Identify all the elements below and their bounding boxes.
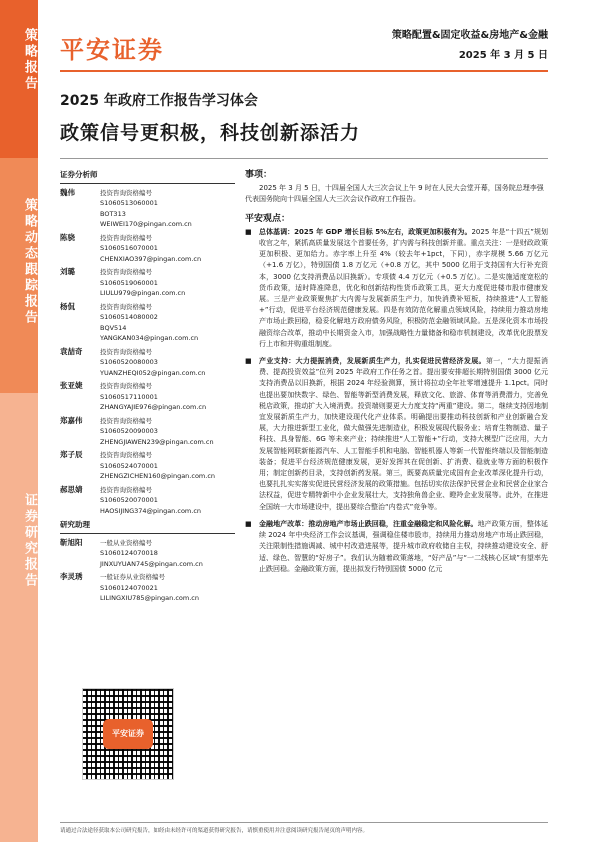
analyst-info-line: S1060520070001 bbox=[100, 496, 158, 504]
analyst-entry bbox=[60, 572, 235, 604]
analyst-info-line[interactable]: ZHENGJIAWEN239@pingan.com.cn bbox=[100, 437, 214, 446]
analyst-name: 袁喆奇 bbox=[60, 346, 83, 356]
analyst-info-line: 投资咨询资格编号 bbox=[100, 233, 152, 242]
analyst-info-line[interactable]: JINXUYUAN745@pingan.com.cn bbox=[100, 559, 203, 568]
analyst-info-line: S1060520090003 bbox=[100, 427, 158, 435]
analyst-entry bbox=[60, 538, 235, 570]
analyst-info-line: 投资咨询资格编号 bbox=[100, 347, 152, 356]
view-point-1-text: 2025 年是“十四五”规划收官之年，紧抓高质量发展这个首要任务，扩内需与科技创新并重。重点关注：一是财政政策更加积极、更加给力。赤字率上升至 4%（较去年+1pct，下同），赤字规模 5.66 万亿元（+1.6 万亿），特别国债 1.8 万亿元（+0.8 万亿，其中 5000 亿用于支持国有大行补充资本，3000 亿支持消费品以旧换新）。专项债 4.4 万亿元（+0.5 万亿）。二是实施适度宽松的货币政策，适时降准降息，优化和创新结构性货币政策工具，更大力度促进楼市股市健康发展。三是产业政策聚焦扩大内需与发展新质生产力，加快消费补短板，持续推进“人工智能+”行动，促进平台经济规范健康发展。四是有效防范化解重点领域风险，持续用力推动房地产市场止跌回稳，稳妥化解地方政府债务风险，积极防范金融领域风险。五是深化资本市场投融资综合改革，推动中长期资金入市，加强战略性力量储备和稳市机制建设，改革优化股票发行上市和并购重组制度。 bbox=[259, 227, 548, 348]
view-point-3-lead: 金融地产改革：推动房地产市场止跌回稳，注重金融稳定和风险化解。 bbox=[259, 519, 478, 528]
analyst-info-line: S1060514080002 bbox=[100, 313, 158, 321]
view-point-2-lead: 产业支持：大力提振消费，发展新质生产力，扎实促进民营经济发展。 bbox=[259, 357, 486, 366]
analyst-name: 魏伟 bbox=[60, 187, 75, 197]
sidebar bbox=[0, 0, 38, 842]
analyst-entry bbox=[60, 347, 235, 379]
report-date: 2025 年 3 月 5 日 bbox=[458, 50, 548, 61]
analyst-info-line: 投资咨询资格编号 bbox=[100, 451, 152, 459]
analyst-info-line: 投资咨询资格编号 bbox=[100, 302, 152, 311]
sidebar-label-3: 证券研究报告 bbox=[22, 493, 37, 589]
sidebar-label-1: 策略报告 bbox=[22, 28, 37, 92]
analyst-info bbox=[100, 416, 214, 448]
analyst-info-line: S1060519060001 bbox=[100, 278, 158, 287]
analyst-info-line[interactable]: BOT313 bbox=[100, 209, 126, 218]
analyst-info bbox=[100, 485, 201, 517]
analyst-info-line: S1060516070001 bbox=[100, 244, 158, 252]
analyst-list bbox=[60, 188, 235, 517]
analyst-entry bbox=[60, 267, 235, 299]
qr-code[interactable] bbox=[82, 688, 174, 780]
analyst-info-line: 投资咨询资格编号 bbox=[100, 485, 152, 494]
view-point-3-text: 地产政策方面，整体延续 2024 年中央经济工作会议基调，强调稳住楼市股市，持续用力推动房地产市场止跌回稳，关注限制性措施调减、城中村改造进展等，提升城市政府收储自主权，持续推动建设安全、舒适、绿色、智慧的“好房子”。我们认为随着政策落地，“好产品”与“一二线核心区域”有望率先止跌回稳。金融政策方面，提出拟发行特别国债 5000 亿元 bbox=[259, 519, 549, 573]
analyst-name: 张亚婕 bbox=[60, 381, 83, 390]
company-logo: 平安证券 bbox=[60, 36, 164, 64]
analyst-info-line[interactable]: LIULU979@pingan.com.cn bbox=[100, 289, 186, 297]
analyst-info bbox=[100, 381, 206, 413]
sidebar-label-2: 策略动态跟踪报告 bbox=[22, 198, 37, 326]
analyst-info-line[interactable]: ZHANGYAJIE976@pingan.com.cn bbox=[100, 403, 207, 411]
analyst-name: 李灵琇 bbox=[60, 572, 83, 581]
analyst-entry bbox=[60, 233, 235, 265]
analyst-info bbox=[100, 302, 198, 344]
analyst-name: 杨侃 bbox=[60, 301, 75, 311]
analyst-name: 刘璐 bbox=[60, 267, 75, 276]
analyst-info-line[interactable]: HAOSIJING374@pingan.com.cn bbox=[100, 506, 202, 515]
analyst-info-line[interactable]: ZHENGZICHEN160@pingan.com.cn bbox=[100, 472, 216, 480]
analyst-info bbox=[100, 538, 203, 570]
analyst-info-line: S1060524070001 bbox=[100, 461, 158, 470]
analyst-info-line: 投资咨询资格编号 bbox=[100, 268, 152, 276]
analyst-name: 郑嘉伟 bbox=[60, 415, 83, 425]
footer-divider bbox=[60, 822, 548, 823]
view-heading: 平安观点： bbox=[245, 213, 291, 224]
analyst-entry bbox=[60, 381, 235, 413]
analyst-info-line[interactable]: BQV514 bbox=[100, 323, 127, 332]
analyst-entry bbox=[60, 485, 235, 517]
analyst-entry bbox=[60, 416, 235, 448]
analysts-heading: 证券分析师 bbox=[60, 170, 235, 184]
title-divider bbox=[60, 158, 548, 159]
analyst-name: 郝思婧 bbox=[60, 484, 83, 494]
analyst-entry bbox=[60, 450, 235, 482]
analyst-info-line[interactable]: LILINGXIU785@pingan.com.cn bbox=[100, 594, 199, 602]
analyst-info-line[interactable]: YANGKAN034@pingan.com.cn bbox=[100, 334, 199, 342]
analyst-name: 靳旭阳 bbox=[60, 537, 83, 547]
analyst-name: 郑子辰 bbox=[60, 450, 83, 459]
analyst-info-line: S1060124070021 bbox=[100, 583, 158, 592]
analyst-info-line: S1060520080003 bbox=[100, 358, 158, 366]
analyst-column bbox=[60, 170, 235, 607]
view-point-1 bbox=[245, 227, 548, 350]
analyst-info-line: 投资咨询资格编号 bbox=[100, 382, 152, 390]
report-category: 策略配置&固定收益&房地产&金融 bbox=[391, 30, 548, 41]
view-point-3 bbox=[245, 519, 548, 575]
analyst-info bbox=[100, 188, 192, 230]
main-content bbox=[245, 170, 548, 581]
view-point-2 bbox=[245, 356, 548, 513]
view-point-2-text: 第一，“大力提振消费、提高投资效益”位列 2025 年政府工作任务之首。提出要安排超长期特别国债 3000 亿元支持消费品以旧换新，根据 2024 年经验测算，预计将拉动全年社零增速提升 1.1pct。同时也提出要加快数字、绿色、智能等新型消费发展，释放文化、旅游、体育等消费潜力，完善免税店政策，推动扩大入境消费。投资端则要更大力度支持“两重”建设。第二，继续支持因地制宜发展新质生产力，加快建设现代化产业体系。明确提出要推动科技创新和产业创新融合发展，大力推进新型工业化，做大做强先进制造业，积极发展现代服务业；培育生物制造、量子科技、具身智能、6G 等未来产业；持续推进“人工智能+”行动，支持大模型广泛应用，大力发展智能网联新能源汽车、人工智能手机和电脑、智能机器人等新一代智能终端以及智能制造装备；促进平台经济规范健康发展，更好发挥其在促创新、扩消费、稳就业等方面的积极作用；制定创新药目录，支持创新药发展。第三，既要高质量完成国有企业改革深化提升行动，也要扎扎实实落实促进民营经济发展的政策措施。包括切实依法保护民营企业和民营企业家合法权益，促进专精特新中小企业发展壮大，支持独角兽企业、瞪羚企业发展等。此外，在推进全国统一大市场建设中，提出要综合整治“内卷式”竞争等。 bbox=[259, 357, 548, 511]
header-divider bbox=[60, 70, 548, 72]
analyst-info bbox=[100, 572, 199, 604]
analyst-info bbox=[100, 347, 205, 379]
sidebar-block-report-type bbox=[0, 0, 38, 158]
analyst-info-line[interactable]: CHENXIAO397@pingan.com.cn bbox=[100, 254, 202, 263]
report-title: 政策信号更积极，科技创新添活力 bbox=[60, 122, 361, 144]
assistants-heading: 研究助理 bbox=[60, 520, 235, 534]
sidebar-block-report-subtype bbox=[0, 158, 38, 393]
event-heading: 事项： bbox=[245, 170, 273, 180]
footer-disclaimer: 请通过合法途径获取本公司研究报告，如经由未经许可的渠道获得研究报告，请慎重使用并注意阅读研究报告尾页的声明内容。 bbox=[60, 828, 369, 834]
analyst-info bbox=[100, 233, 201, 265]
assistant-list bbox=[60, 538, 235, 604]
analyst-info-line: 一般从业资格编号 bbox=[100, 538, 152, 547]
analyst-info-line: 一般证券从业资格编号 bbox=[100, 573, 165, 581]
analyst-info-line: 投资咨询资格编号 bbox=[100, 416, 152, 425]
analyst-info-line[interactable]: YUANZHEQI052@pingan.com.cn bbox=[100, 368, 206, 377]
analyst-entry bbox=[60, 302, 235, 344]
analyst-info-line: S1060124070018 bbox=[100, 549, 158, 557]
analyst-entry bbox=[60, 188, 235, 230]
analyst-name: 陈骁 bbox=[60, 232, 75, 242]
analyst-info-line: S1060517110001 bbox=[100, 392, 158, 401]
analyst-info-line[interactable]: WEIWEI170@pingan.com.cn bbox=[100, 220, 192, 228]
analyst-info-line: 投资咨询资格编号 bbox=[100, 188, 152, 197]
analyst-info bbox=[100, 450, 215, 482]
report-subtitle: 2025 年政府工作报告学习体会 bbox=[60, 93, 258, 109]
event-text: 2025 年 3 月 5 日，十四届全国人大三次会议上午 9 时在人民大会堂开幕，国务院总理李强代表国务院向十四届全国人大三次会议作政府工作报告。 bbox=[245, 184, 544, 204]
view-point-1-lead: 总体基调：2025 年 GDP 增长目标 5%左右，政策更加积极有为。 bbox=[259, 227, 472, 236]
qr-logo-badge: 平安证券 bbox=[103, 719, 153, 749]
analyst-info bbox=[100, 267, 185, 299]
sidebar-block-research bbox=[0, 393, 38, 842]
analyst-info-line: S1060513060001 bbox=[100, 199, 158, 207]
